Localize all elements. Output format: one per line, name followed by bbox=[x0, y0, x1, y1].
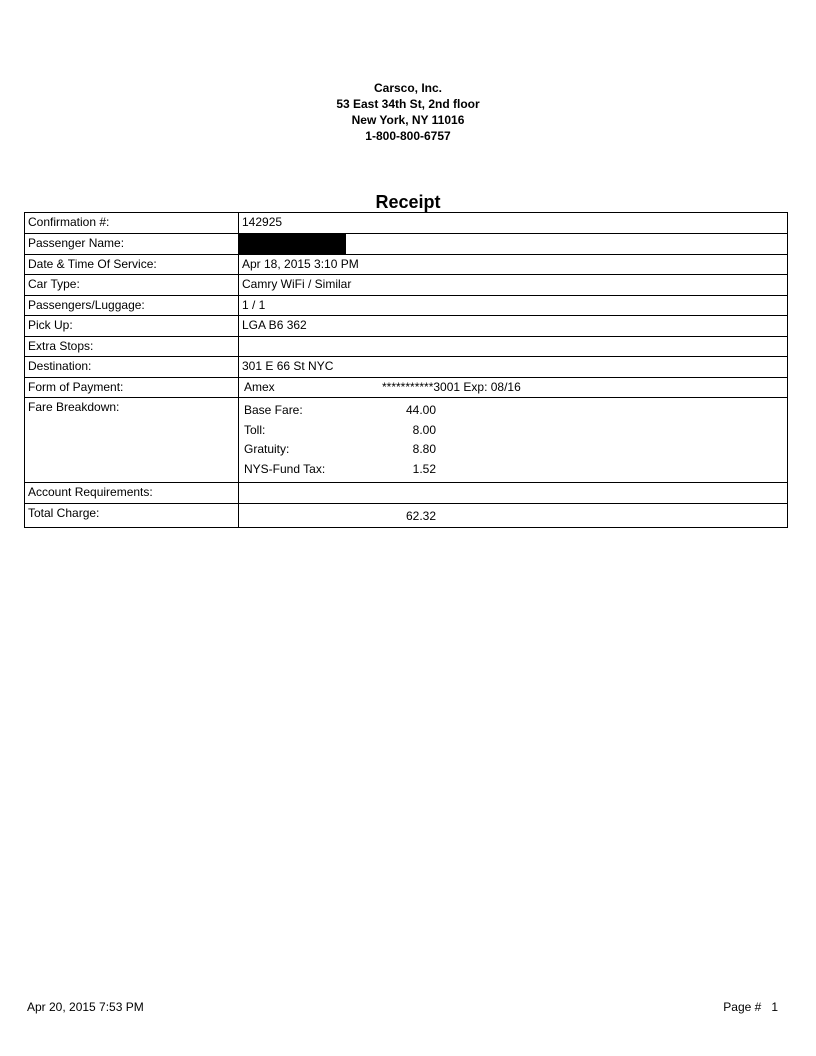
total-charge-cell bbox=[239, 503, 788, 527]
payment-value bbox=[239, 377, 788, 398]
fare-item-amount: 8.00 bbox=[412, 422, 436, 437]
company-address-line2: New York, NY 11016 bbox=[351, 113, 465, 127]
fare-item-name: Toll: bbox=[244, 422, 266, 437]
company-phone: 1-800-800-6757 bbox=[365, 129, 451, 143]
fare-item-name: NYS-Fund Tax: bbox=[244, 461, 326, 476]
receipt-table bbox=[24, 212, 788, 528]
account-requirements-value bbox=[239, 483, 788, 504]
confirmation-value: 142925 bbox=[239, 213, 788, 234]
table-row bbox=[25, 377, 788, 398]
fare-row bbox=[244, 401, 436, 421]
company-address-line1: 53 East 34th St, 2nd floor bbox=[336, 97, 480, 111]
date-time-label: Date & Time Of Service: bbox=[25, 254, 239, 275]
company-name: Carsco, Inc. bbox=[373, 81, 443, 95]
fare-row bbox=[244, 440, 436, 460]
pick-up-value: LGA B6 362 bbox=[239, 316, 788, 337]
fare-breakdown-table bbox=[244, 401, 436, 479]
printed-timestamp: Apr 20, 2015 7:53 PM bbox=[27, 1000, 144, 1014]
table-row bbox=[25, 295, 788, 316]
extra-stops-value bbox=[239, 336, 788, 357]
payment-card: ***********3001 Exp: 08/16 bbox=[382, 379, 521, 394]
receipt-title: Receipt bbox=[375, 192, 441, 212]
table-row bbox=[25, 213, 788, 234]
fare-item-name: Base Fare: bbox=[244, 403, 303, 417]
passenger-name-label: Passenger Name: bbox=[25, 233, 239, 254]
fare-item-amount: 8.80 bbox=[412, 442, 436, 456]
payment-method: Amex bbox=[244, 379, 275, 394]
page-number: 1 bbox=[771, 1000, 778, 1014]
total-charge-value: 62.32 bbox=[405, 508, 436, 523]
table-row bbox=[25, 398, 788, 483]
table-row bbox=[25, 254, 788, 275]
extra-stops-label: Extra Stops: bbox=[25, 336, 239, 357]
company-header bbox=[0, 80, 816, 144]
fare-row bbox=[244, 421, 436, 441]
car-type-label: Car Type: bbox=[25, 275, 239, 296]
page-indicator bbox=[723, 1000, 778, 1014]
confirmation-label: Confirmation #: bbox=[25, 213, 239, 234]
table-row bbox=[25, 503, 788, 527]
total-charge-label: Total Charge: bbox=[25, 503, 239, 527]
passengers-luggage-label: Passengers/Luggage: bbox=[25, 295, 239, 316]
fare-item-amount: 1.52 bbox=[412, 461, 436, 476]
table-row bbox=[25, 336, 788, 357]
fare-item-name: Gratuity: bbox=[244, 442, 290, 456]
destination-label: Destination: bbox=[25, 357, 239, 378]
fare-row bbox=[244, 460, 436, 480]
pick-up-label: Pick Up: bbox=[25, 316, 239, 337]
account-requirements-label: Account Requirements: bbox=[25, 483, 239, 504]
passenger-name-value bbox=[239, 233, 788, 254]
table-row bbox=[25, 357, 788, 378]
fare-breakdown-label: Fare Breakdown: bbox=[25, 398, 239, 483]
page-label: Page # bbox=[723, 1000, 762, 1014]
destination-value: 301 E 66 St NYC bbox=[239, 357, 788, 378]
passengers-luggage-value: 1 / 1 bbox=[239, 295, 788, 316]
table-row bbox=[25, 483, 788, 504]
table-row bbox=[25, 316, 788, 337]
redaction-box bbox=[239, 233, 347, 254]
payment-label: Form of Payment: bbox=[25, 377, 239, 398]
fare-breakdown-value bbox=[239, 398, 788, 483]
fare-item-amount: 44.00 bbox=[405, 403, 436, 417]
car-type-value: Camry WiFi / Similar bbox=[239, 275, 788, 296]
date-time-value: Apr 18, 2015 3:10 PM bbox=[239, 254, 788, 275]
table-row bbox=[25, 275, 788, 296]
table-row bbox=[25, 233, 788, 254]
